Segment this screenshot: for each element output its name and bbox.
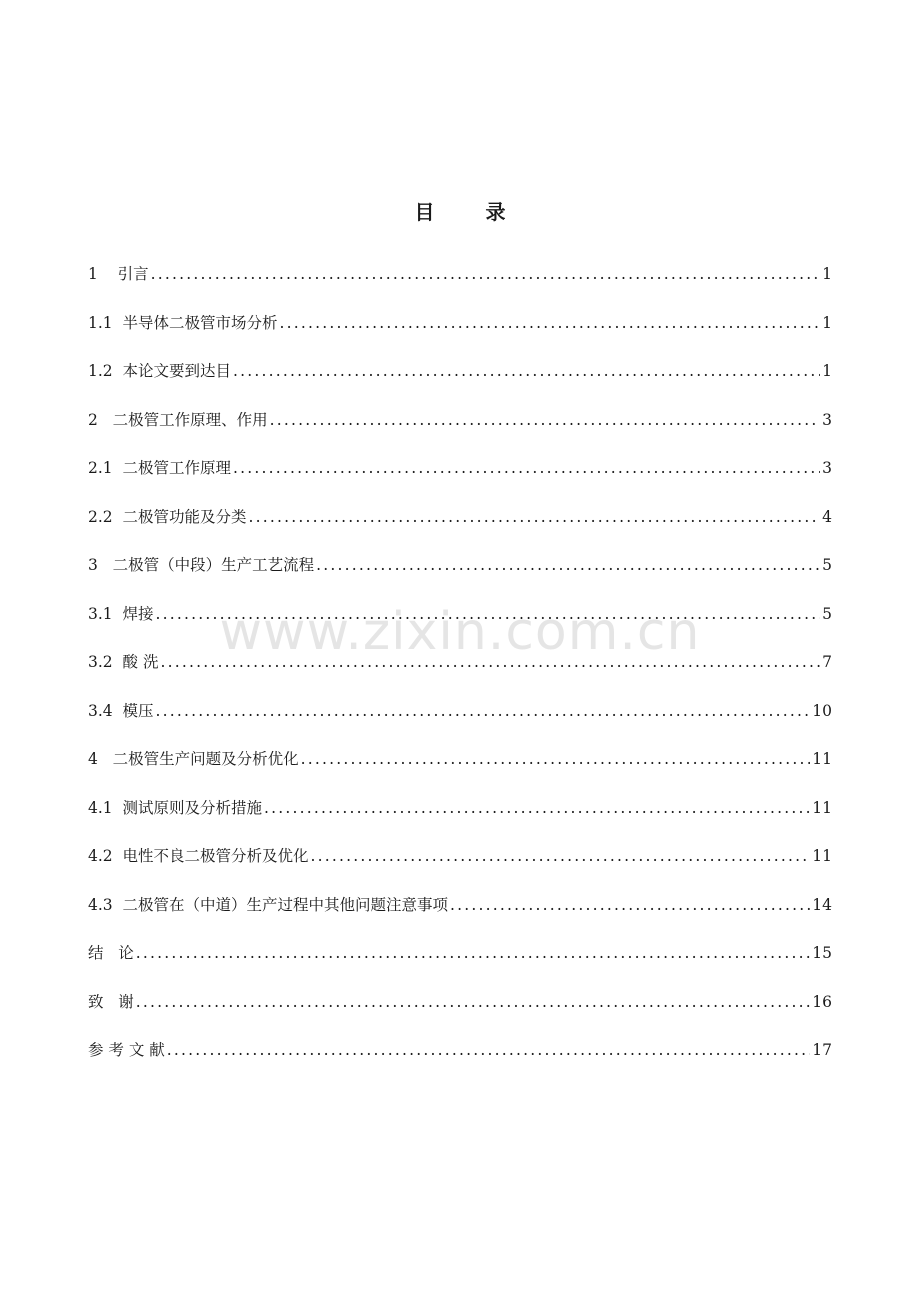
toc-entry-text: 二极管工作原理 [122, 459, 232, 477]
toc-entry-number: 2.1 [88, 459, 113, 477]
toc-entry-number: 3.4 [88, 701, 113, 720]
toc-leader-dots [233, 359, 820, 383]
toc-entry-number: 1.2 [88, 362, 113, 380]
toc-entry-number: 4.3 [88, 895, 113, 914]
toc-entry-gap [113, 359, 123, 383]
toc-entry[interactable] [88, 796, 832, 845]
toc-entry-page: 15 [812, 944, 832, 962]
toc-entry[interactable] [88, 553, 832, 602]
toc-entry-gap [98, 262, 118, 286]
toc-entry-text: 电性不良二极管分析及优化 [122, 847, 309, 865]
toc-leader-dots [311, 844, 811, 868]
toc-entry-text: 模压 [122, 701, 154, 720]
toc-entry-page: 14 [812, 895, 832, 914]
toc-entry-text: 二极管工作原理、作用 [112, 410, 268, 429]
toc-entry[interactable] [88, 893, 832, 942]
toc-list [88, 262, 832, 1087]
toc-leader-dots [270, 408, 820, 432]
toc-entry[interactable] [88, 941, 832, 990]
toc-entry-number: 3.1 [88, 604, 113, 623]
toc-entry-page: 11 [812, 798, 832, 817]
toc-entry-page: 5 [822, 604, 832, 623]
toc-entry-text: 二极管在（中道）生产过程中其他问题注意事项 [122, 895, 449, 914]
toc-entry-gap [98, 408, 113, 432]
toc-entry-text: 焊接 [122, 604, 154, 623]
toc-entry-page: 3 [822, 459, 832, 477]
toc-leader-dots [156, 699, 811, 723]
toc-entry[interactable] [88, 505, 832, 554]
toc-entry[interactable] [88, 359, 832, 408]
toc-leader-dots [136, 990, 810, 1014]
toc-entry-page: 1 [822, 265, 832, 283]
toc-entry-number: 4 [88, 750, 98, 768]
toc-entry-gap [113, 650, 123, 674]
toc-entry-text: 半导体二极管市场分析 [122, 313, 278, 332]
toc-entry[interactable] [88, 456, 832, 505]
toc-entry-number: 3.2 [88, 653, 113, 671]
toc-entry-gap [113, 505, 123, 529]
toc-entry[interactable] [88, 990, 832, 1039]
toc-entry-gap [113, 796, 123, 820]
toc-entry-text: 二极管生产问题及分析优化 [112, 750, 299, 768]
toc-entry-gap [113, 311, 123, 335]
toc-entry-number: 3 [88, 556, 98, 574]
toc-entry[interactable] [88, 262, 832, 311]
toc-leader-dots [167, 1038, 810, 1062]
toc-entry-gap [98, 553, 113, 577]
toc-entry-gap [113, 699, 123, 723]
toc-entry[interactable] [88, 602, 832, 651]
toc-entry[interactable] [88, 747, 832, 796]
toc-entry[interactable] [88, 311, 832, 360]
toc-entry-number: 4.1 [88, 798, 113, 817]
toc-entry-page: 17 [812, 1041, 832, 1059]
toc-entry-number: 1.1 [88, 313, 113, 332]
toc-leader-dots [450, 893, 810, 917]
toc-entry-page: 1 [822, 313, 832, 332]
toc-entry-gap [113, 844, 123, 868]
toc-entry-gap [98, 747, 113, 771]
toc-entry-text: 参 考 文 献 [88, 1041, 165, 1059]
toc-entry-text: 测试原则及分析措施 [122, 798, 263, 817]
toc-entry-text: 引言 [117, 265, 149, 283]
toc-entry-page: 11 [812, 750, 832, 768]
toc-entry-gap [113, 893, 123, 917]
toc-leader-dots [156, 602, 821, 626]
toc-title: 目 录 [414, 200, 528, 224]
toc-entry-number: 4.2 [88, 847, 113, 865]
toc-entry-page: 16 [812, 992, 832, 1011]
toc-entry-text: 酸 洗 [122, 653, 159, 671]
toc-entry[interactable] [88, 408, 832, 457]
toc-entry-text: 二极管功能及分类 [122, 507, 247, 526]
toc-entry-page: 1 [822, 362, 832, 380]
toc-entry-page: 10 [812, 701, 832, 720]
toc-entry[interactable] [88, 699, 832, 748]
toc-leader-dots [316, 553, 820, 577]
toc-leader-dots [264, 796, 810, 820]
toc-leader-dots [136, 941, 810, 965]
toc-entry-page: 4 [822, 507, 832, 526]
toc-entry-text: 二极管（中段）生产工艺流程 [112, 556, 315, 574]
toc-entry-number: 2 [88, 410, 98, 429]
toc-entry-number: 1 [88, 265, 98, 283]
toc-entry-page: 7 [822, 653, 832, 671]
toc-entry-page: 11 [812, 847, 832, 865]
toc-entry[interactable] [88, 1038, 832, 1087]
toc-entry-number: 2.2 [88, 507, 113, 526]
toc-entry[interactable] [88, 650, 832, 699]
toc-leader-dots [301, 747, 811, 771]
toc-leader-dots [160, 650, 820, 674]
toc-leader-dots [280, 311, 821, 335]
watermark: www.zixin.com.cn [219, 602, 701, 662]
toc-entry-text: 结 论 [88, 944, 134, 962]
toc-entry-text: 致 谢 [88, 992, 134, 1011]
toc-leader-dots [249, 505, 821, 529]
toc-entry-gap [113, 456, 123, 480]
toc-entry-page: 3 [822, 410, 832, 429]
toc-entry-text: 本论文要到达目 [122, 362, 232, 380]
toc-leader-dots [233, 456, 820, 480]
toc-entry[interactable] [88, 844, 832, 893]
toc-entry-page: 5 [822, 556, 832, 574]
toc-leader-dots [151, 262, 821, 286]
toc-entry-gap [113, 602, 123, 626]
